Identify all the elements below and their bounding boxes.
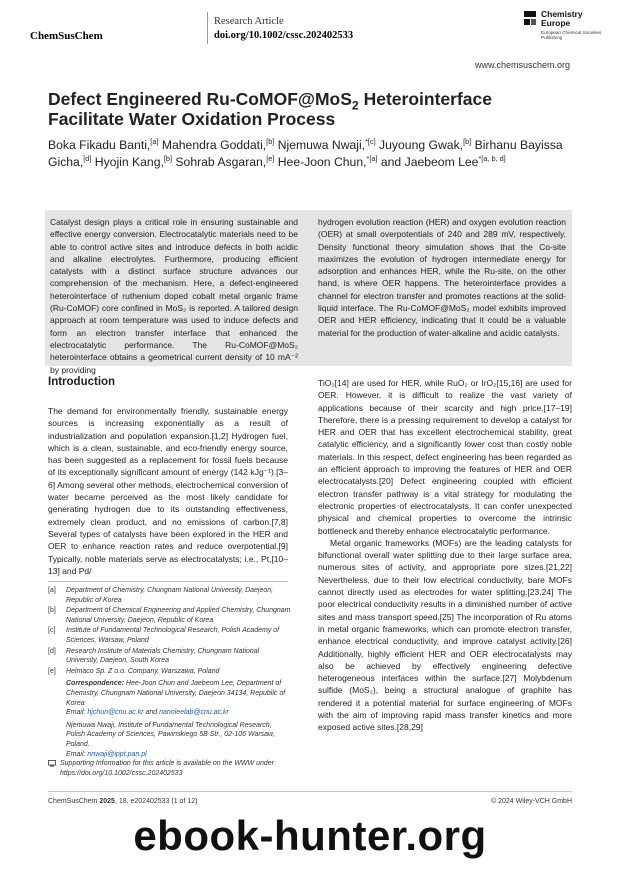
footnote: [c] Institute of Fundamental Technological Research, Polish Academy of Sciences, Warsaw, Poland	[48, 627, 280, 644]
footer-copyright: © 2024 Wiley-VCH GmbH	[490, 798, 572, 805]
author[interactable]: Sohrab Asgaran,	[175, 155, 267, 169]
author-affiliation: [b]	[163, 153, 173, 163]
author[interactable]: Hee-Joon Chun,	[277, 155, 367, 169]
intro-paragraph: TiO₂[14] are used for HER, while RuO₂ or IrO₂[15,16] are used for OER. However, it is difficult to realize the vast variety of applications because of their scarcity and high price.[17–19] Therefore, there is a pressing requirement to develop a catalyst for HER and OER that has excellent electrochemical stability, great catalytic efficiency, and a significantly lower cost than costly noble materials. In this respect, defect engineering has been regarded as an efficient approach to improving the features of HER and OER electrocatalysts.[20] Defect engineering coupled with efficient electron transfer pathway is a vital strategy for modulating the electronic properties of electrocatalysts. It can confer unexpected physical and chemical properties to overcome the intrinsic bottleneck and thereby enhance electrocatalytic performance.	[318, 378, 572, 536]
author-affiliation: *[a, b, d]	[478, 153, 506, 163]
correspondence-block: Njemuwa Nwaji, Institute of Fundamental Technological Research, Polish Academy of Sciences, Pawinskiego 5B Str., 02-106 Warsaw, Poland. Email: nnwaji@ippt.pan.pl	[66, 721, 275, 758]
abstract-box	[45, 210, 572, 375]
email-link[interactable]: hjchun@cnu.ac.kr	[87, 709, 144, 717]
author-affiliation: [d]	[83, 153, 92, 163]
watermark-text: ebook-hunter.org	[133, 812, 487, 859]
supporting-information-note: Supporting Information for this article is available on the WWW under https://doi.org/10.1002/cssc.202402533	[48, 759, 292, 778]
author-affiliation: [a]	[150, 136, 159, 146]
intro-paragraph: The demand for environmentally friendly, sustainable energy sources is increasing exponentially as a result of industrialization and population expansion.[1,2] Hydrogen fuel, which is a clean, sustainable, and eco-friendly energy source, has been suggested as a replacement for fossil fuels because of its exceptionally significant amount of energy (142 kJg⁻¹).[3–6] Among several other methods, electrochemical conversion of water became perceived as the most likely candidate for generating hydrogen due to its outstanding effectiveness, extremely clean product, and no emissions of carbon.[7,8] Several types of catalysts have been explored in the HER and OER to enhance reaction rates and reduce overpotential.[9] Typically, noble materials serve as electrocatalysts; i.e., Pt,[10–13] and Pd/	[48, 406, 288, 576]
author-affiliation: *[a]	[366, 153, 378, 163]
footnote: [b] Department of Chemical Engineering and Applied Chemistry, Chungnam National University, Daejeon, Republic of Korea	[48, 607, 291, 624]
author[interactable]: Birhanu Bayissa Gicha,	[48, 138, 563, 169]
author[interactable]: Juyoung Gwak,	[379, 138, 464, 152]
email-link[interactable]: nnwaji@ippt.pan.pl	[87, 750, 147, 758]
chemistry-europe-logo-icon	[523, 10, 537, 26]
author[interactable]: Njemuwa Nwaji,	[277, 138, 366, 152]
footer-divider	[48, 791, 572, 792]
logo-tagline: European Chemical Societies Publishing	[541, 30, 602, 41]
article-doi[interactable]: doi.org/10.1002/cssc.202402533	[214, 30, 354, 41]
footer-citation: ChemSusChem 2025, 18, e202402533 (1 of 12)	[48, 798, 198, 805]
affiliation-footnotes	[48, 586, 292, 759]
author[interactable]: Mahendra Goddati,	[161, 138, 267, 152]
author-affiliation: [b]	[266, 136, 275, 146]
author[interactable]: and Jaebeom Lee	[380, 155, 479, 169]
header-divider	[207, 12, 208, 44]
page-header	[0, 0, 620, 52]
intro-right-column	[318, 377, 572, 734]
author-list	[48, 137, 568, 171]
author[interactable]: Hyojin Kang,	[94, 155, 164, 169]
author[interactable]: Boka Fikadu Banti,	[48, 138, 151, 152]
abstract-left-column: Catalyst design plays a critical role in ensuring sustainable and effective energy conversion. Electrocatalytic materials need to be able to control active sites and introduce defects in both acidic and alkaline electrolytes. Furthermore, producing efficient catalysts with a distinct surface structure advances our comprehension of the mechanism. Here, a defect-engineered heterointerface of ruthenium doped cobalt metal organic frame (Ru-CoMOF) core confined in MoS₂ is reported. A tailored design approach at room temperature was used to induce defects and form an electron transfer interface that enhanced the electrocatalytic performance. The Ru-CoMOF@MoS₂ heterointerface obtains a geometrical current density of 10 mA⁻² by providing	[50, 217, 298, 375]
publisher-logo	[523, 10, 613, 46]
journal-name: ChemSusChem	[30, 30, 103, 42]
monitor-icon	[48, 760, 56, 767]
author-affiliation: [b]	[463, 136, 472, 146]
journal-website[interactable]: www.chemsuschem.org	[474, 60, 570, 70]
footnote-divider	[48, 581, 288, 582]
article-title: Defect Engineered Ru-CoMOF@MoS$_2$ Heterointerface Facilitate Water Oxidation Process	[48, 89, 492, 129]
article-type: Research Article	[214, 16, 284, 27]
email-link[interactable]: nanoleelab@cnu.ac.kr	[159, 709, 229, 717]
footnote: [a] Department of Chemistry, Chungnam National University, Daejeon, Republic of Korea	[48, 587, 274, 604]
introduction-heading: Introduction	[48, 376, 116, 388]
correspondence-block: Correspondence: Hee-Joon Chun and Jaebeom Lee, Department of Chemistry, Chungnam National University, Daejeon 34134, Republic of Korea Email: hjchun@cnu.ac.kr and nanoleelab@cnu.ac.kr	[66, 680, 286, 717]
author-affiliation: [e]	[266, 153, 275, 163]
logo-text-line2: Europe	[541, 18, 571, 28]
intro-left-column	[48, 405, 288, 577]
logo-text-line1: Chemistry	[541, 9, 583, 19]
footnote: [d] Research Institute of Materials Chemistry, Chungnam National University, Daejeon, South Korea	[48, 647, 260, 665]
footnote: [e] Helmaco Sp. Z o.o. Company, Warszawa, Poland	[48, 667, 220, 675]
abstract-right-column: hydrogen evolution reaction (HER) and oxygen evolution reaction (OER) at small overpotentials of 240 and 289 mV, respectively. Density functional theory simulation shows that the Co-site maximizes the evolution of hydrogen intermediate energy for adsorption and enhances HER, while the Ru-site, on the other hand, is where OER happens. The heterointerface provides a channel for electron transfer and promotes reactions at the solid-liquid interface. The Ru-CoMOF@MoS₂ model exhibits improved OER and HER efficiency, indicating that it could be a valuable material for the production of water-alkaline and acidic catalysts.	[318, 217, 566, 338]
intro-paragraph: Metal organic frameworks (MOFs) are the leading catalysts for bifunctional overall water splitting due to their large surface area, numerous sites of activity, and appropriate pore sizes.[21,22] Nevertheless, due to their low electrical conductivity, bare MOFs cannot directly used as electrodes for water splitting.[23,24] The poor electrical conductivity results in a diminished number of active sites and mass transport speed.[25] The incorporation of Ru atoms in metal organic frameworks, which can promote electron transfer, enhance electrical conductivity, and improve catalyst activity.[26] Additionally, highly efficient HER and OER electrocatalysts may also be achieved by effectively engineering defective heterogeneous interfaces within the surface.[27] Molybdenum sulfide (MoS₂), being a structural analogue of graphite has rendered it a potential material for surface engineering of MOFs with the aim of improving rapid mass transfer kinetics and more exposed active sites.[28,29]	[318, 537, 572, 733]
author-affiliation: *[c]	[365, 136, 376, 146]
